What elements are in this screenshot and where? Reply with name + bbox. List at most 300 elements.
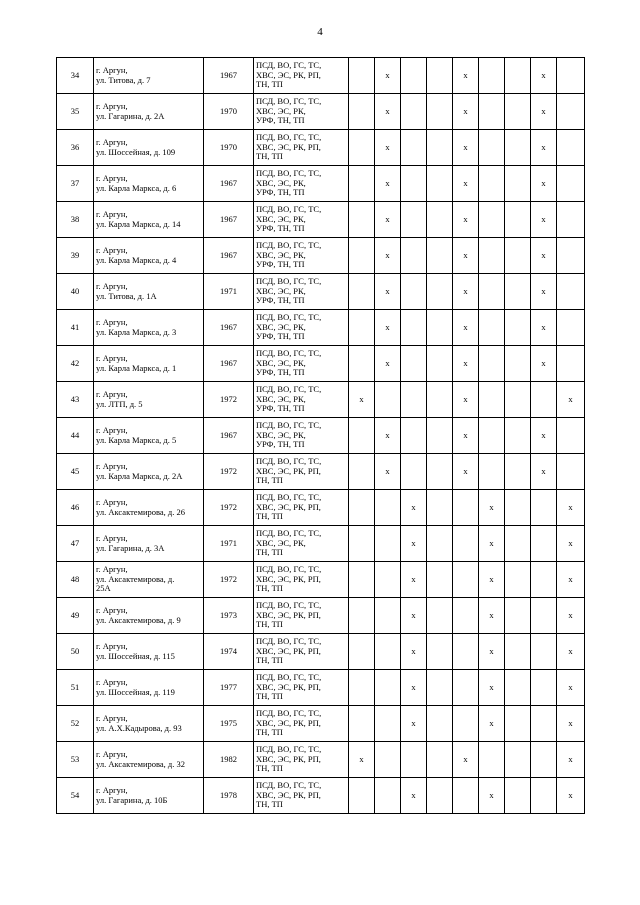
row-number: 51 [57, 670, 94, 706]
mark-cell-6 [479, 94, 505, 130]
works-list [254, 418, 349, 454]
mark-cell-5: х [453, 202, 479, 238]
mark-cell-7 [505, 274, 531, 310]
works-line: ТН, ТП [256, 583, 283, 594]
mark-cell-9: х [557, 634, 585, 670]
mark-cell-8: х [531, 274, 557, 310]
mark-cell-7 [505, 562, 531, 598]
mark-cell-7 [505, 526, 531, 562]
mark-cell-1 [349, 130, 375, 166]
mark-cell-6: х [479, 526, 505, 562]
address-cell [94, 166, 204, 202]
mark-cell-5 [453, 490, 479, 526]
mark-cell-4 [427, 490, 453, 526]
mark-cell-1 [349, 706, 375, 742]
mark-cell-3 [401, 238, 427, 274]
address-line: ул. Карла Маркса, д. 1 [96, 362, 177, 373]
table-row [57, 454, 585, 490]
mark-cell-3 [401, 202, 427, 238]
mark-cell-5: х [453, 274, 479, 310]
mark-cell-6: х [479, 598, 505, 634]
year-built: 1967 [204, 202, 254, 238]
address-line: ул. Карла Маркса, д. 14 [96, 218, 181, 229]
mark-cell-3: х [401, 598, 427, 634]
mark-cell-2 [375, 778, 401, 814]
year-built: 1982 [204, 742, 254, 778]
mark-cell-9 [557, 454, 585, 490]
mark-cell-4 [427, 706, 453, 742]
mark-cell-8: х [531, 130, 557, 166]
table-row [57, 238, 585, 274]
mark-cell-2: х [375, 418, 401, 454]
mark-cell-2: х [375, 202, 401, 238]
year-built: 1972 [204, 382, 254, 418]
address-cell [94, 346, 204, 382]
row-number: 43 [57, 382, 94, 418]
mark-cell-8: х [531, 94, 557, 130]
mark-cell-9: х [557, 742, 585, 778]
works-line: ПСД, ВО, ГС, ТС, [256, 708, 322, 719]
mark-cell-1 [349, 310, 375, 346]
works-line: ХВС, ЭС, РК, РП, [256, 141, 321, 152]
address-cell [94, 130, 204, 166]
mark-cell-4 [427, 202, 453, 238]
year-built: 1972 [204, 562, 254, 598]
address-line: ул. Аксактемирова, д. [96, 573, 175, 584]
mark-cell-4 [427, 274, 453, 310]
mark-cell-8: х [531, 166, 557, 202]
address-cell [94, 562, 204, 598]
address-city: г. Аргун, [96, 564, 128, 575]
table-row [57, 346, 585, 382]
address-line: ул. Карла Маркса, д. 6 [96, 182, 177, 193]
address-line: ул. ЛТП, д. 5 [96, 398, 143, 409]
mark-cell-1: х [349, 742, 375, 778]
mark-cell-4 [427, 526, 453, 562]
mark-cell-8 [531, 526, 557, 562]
mark-cell-4 [427, 346, 453, 382]
works-line: УРФ, ТН, ТП [256, 295, 305, 306]
table-row [57, 562, 585, 598]
mark-cell-2 [375, 526, 401, 562]
table-row [57, 526, 585, 562]
address-city: г. Аргун, [96, 353, 128, 363]
works-line: ПСД, ВО, ГС, ТС, [256, 672, 322, 683]
works-line: ПСД, ВО, ГС, ТС, [256, 456, 322, 467]
works-list [254, 742, 349, 778]
year-built: 1970 [204, 94, 254, 130]
address-city: г. Аргун, [96, 245, 128, 255]
address-cell [94, 202, 204, 238]
address-cell [94, 94, 204, 130]
works-list [254, 562, 349, 598]
works-list [254, 94, 349, 130]
mark-cell-9: х [557, 706, 585, 742]
mark-cell-7 [505, 346, 531, 382]
works-list [254, 382, 349, 418]
mark-cell-7 [505, 202, 531, 238]
mark-cell-1 [349, 634, 375, 670]
mark-cell-6 [479, 418, 505, 454]
works-line: ПСД, ВО, ГС, ТС, [256, 636, 322, 647]
year-built: 1967 [204, 58, 254, 94]
mark-cell-8 [531, 706, 557, 742]
address-line: ул. Аксактемирова, д. 26 [96, 506, 186, 517]
mark-cell-6: х [479, 706, 505, 742]
mark-cell-3 [401, 130, 427, 166]
mark-cell-8 [531, 670, 557, 706]
mark-cell-5: х [453, 382, 479, 418]
mark-cell-3 [401, 58, 427, 94]
works-line: УРФ, ТН, ТП [256, 187, 305, 198]
mark-cell-7 [505, 382, 531, 418]
mark-cell-7 [505, 238, 531, 274]
table-row [57, 130, 585, 166]
address-line: ул. Карла Маркса, д. 4 [96, 254, 177, 265]
mark-cell-2: х [375, 346, 401, 382]
year-built: 1970 [204, 130, 254, 166]
address-cell [94, 706, 204, 742]
works-list [254, 202, 349, 238]
mark-cell-6 [479, 310, 505, 346]
works-line: УРФ, ТН, ТП [256, 223, 305, 234]
address-city: г. Аргун, [96, 641, 128, 651]
row-number: 41 [57, 310, 94, 346]
mark-cell-5: х [453, 346, 479, 382]
mark-cell-9 [557, 418, 585, 454]
year-built: 1974 [204, 634, 254, 670]
address-cell [94, 382, 204, 418]
mark-cell-6: х [479, 562, 505, 598]
works-line: ТН, ТП [256, 727, 283, 738]
works-line: ПСД, ВО, ГС, ТС, [256, 312, 322, 323]
mark-cell-3 [401, 742, 427, 778]
year-built: 1971 [204, 526, 254, 562]
mark-cell-4 [427, 58, 453, 94]
works-line: ПСД, ВО, ГС, ТС, [256, 528, 322, 539]
address-city: г. Аргун, [96, 785, 128, 795]
address-line: ул. Карла Маркса, д. 5 [96, 434, 177, 445]
mark-cell-7 [505, 706, 531, 742]
mark-cell-9 [557, 130, 585, 166]
works-line: ТН, ТП [256, 151, 283, 162]
address-cell [94, 742, 204, 778]
mark-cell-7 [505, 670, 531, 706]
year-built: 1973 [204, 598, 254, 634]
mark-cell-1 [349, 346, 375, 382]
address-city: г. Аргун, [96, 209, 128, 219]
table-row [57, 634, 585, 670]
works-line: ПСД, ВО, ГС, ТС, [256, 60, 322, 71]
mark-cell-2: х [375, 238, 401, 274]
works-line: ПСД, ВО, ГС, ТС, [256, 780, 322, 791]
row-number: 35 [57, 94, 94, 130]
address-line: ул. Гагарина, д. 2А [96, 110, 165, 121]
mark-cell-6 [479, 382, 505, 418]
mark-cell-1 [349, 454, 375, 490]
works-line: ТН, ТП [256, 763, 283, 774]
mark-cell-5: х [453, 58, 479, 94]
table-row [57, 94, 585, 130]
table-row [57, 274, 585, 310]
works-line: ХВС, ЭС, РК, [256, 249, 306, 260]
address-line: ул. Гагарина, д. 3А [96, 542, 165, 553]
works-line: ТН, ТП [256, 799, 283, 810]
mark-cell-3 [401, 94, 427, 130]
table-row [57, 166, 585, 202]
row-number: 38 [57, 202, 94, 238]
mark-cell-2 [375, 562, 401, 598]
year-built: 1967 [204, 346, 254, 382]
mark-cell-7 [505, 94, 531, 130]
mark-cell-4 [427, 130, 453, 166]
row-number: 37 [57, 166, 94, 202]
works-line: ТН, ТП [256, 655, 283, 666]
works-line: УРФ, ТН, ТП [256, 439, 305, 450]
works-list [254, 490, 349, 526]
address-cell [94, 490, 204, 526]
mark-cell-5: х [453, 418, 479, 454]
mark-cell-4 [427, 418, 453, 454]
mark-cell-8: х [531, 346, 557, 382]
address-line: ул. Аксактемирова, д. 32 [96, 758, 186, 769]
year-built: 1967 [204, 418, 254, 454]
mark-cell-5 [453, 526, 479, 562]
works-line: ПСД, ВО, ГС, ТС, [256, 96, 322, 107]
address-line: 25А [96, 583, 111, 594]
mark-cell-7 [505, 130, 531, 166]
mark-cell-3 [401, 274, 427, 310]
works-list [254, 130, 349, 166]
address-city: г. Аргун, [96, 425, 128, 435]
address-cell [94, 238, 204, 274]
works-line: УРФ, ТН, ТП [256, 367, 305, 378]
mark-cell-6: х [479, 778, 505, 814]
works-list [254, 274, 349, 310]
address-line: ул. Шоссейная, д. 119 [96, 686, 175, 697]
year-built: 1977 [204, 670, 254, 706]
address-city: г. Аргун, [96, 389, 128, 399]
mark-cell-1 [349, 670, 375, 706]
address-city: г. Аргун, [96, 65, 128, 75]
mark-cell-1 [349, 598, 375, 634]
works-list [254, 454, 349, 490]
works-line: ТН, ТП [256, 511, 283, 522]
table-row [57, 418, 585, 454]
mark-cell-3: х [401, 526, 427, 562]
mark-cell-5 [453, 634, 479, 670]
mark-cell-2 [375, 706, 401, 742]
page-number: 4 [317, 26, 323, 38]
address-line: ул. Шоссейная, д. 115 [96, 650, 175, 661]
mark-cell-6: х [479, 490, 505, 526]
works-line: ПСД, ВО, ГС, ТС, [256, 276, 322, 287]
mark-cell-9 [557, 58, 585, 94]
mark-cell-8: х [531, 238, 557, 274]
works-line: ТН, ТП [256, 619, 283, 630]
mark-cell-5 [453, 670, 479, 706]
mark-cell-4 [427, 454, 453, 490]
address-line: ул. Гагарина, д. 10Б [96, 794, 168, 805]
row-number: 44 [57, 418, 94, 454]
mark-cell-8 [531, 382, 557, 418]
registry-body [57, 58, 585, 814]
mark-cell-6 [479, 742, 505, 778]
address-cell [94, 778, 204, 814]
mark-cell-2 [375, 598, 401, 634]
mark-cell-9: х [557, 778, 585, 814]
year-built: 1971 [204, 274, 254, 310]
mark-cell-3: х [401, 562, 427, 598]
works-line: УРФ, ТН, ТП [256, 403, 305, 414]
works-list [254, 238, 349, 274]
mark-cell-6 [479, 238, 505, 274]
table-row [57, 778, 585, 814]
mark-cell-6: х [479, 634, 505, 670]
works-list [254, 58, 349, 94]
works-line: ХВС, ЭС, РК, РП, [256, 645, 321, 656]
mark-cell-8: х [531, 58, 557, 94]
works-line: ПСД, ВО, ГС, ТС, [256, 564, 322, 575]
address-city: г. Аргун, [96, 533, 128, 543]
mark-cell-7 [505, 598, 531, 634]
table-row [57, 742, 585, 778]
mark-cell-8 [531, 778, 557, 814]
works-line: ХВС, ЭС, РК, РП, [256, 609, 321, 620]
mark-cell-8: х [531, 418, 557, 454]
mark-cell-9: х [557, 562, 585, 598]
mark-cell-9: х [557, 598, 585, 634]
works-line: ПСД, ВО, ГС, ТС, [256, 384, 322, 395]
works-line: ПСД, ВО, ГС, ТС, [256, 348, 322, 359]
mark-cell-7 [505, 58, 531, 94]
mark-cell-4 [427, 94, 453, 130]
works-line: ПСД, ВО, ГС, ТС, [256, 600, 322, 611]
address-cell [94, 454, 204, 490]
mark-cell-2: х [375, 310, 401, 346]
mark-cell-4 [427, 778, 453, 814]
works-list [254, 706, 349, 742]
mark-cell-2 [375, 634, 401, 670]
mark-cell-2: х [375, 274, 401, 310]
works-list [254, 310, 349, 346]
works-line: ХВС, ЭС, РК, РП, [256, 789, 321, 800]
address-city: г. Аргун, [96, 605, 128, 615]
mark-cell-2 [375, 742, 401, 778]
address-city: г. Аргун, [96, 497, 128, 507]
mark-cell-4 [427, 238, 453, 274]
row-number: 39 [57, 238, 94, 274]
mark-cell-9: х [557, 490, 585, 526]
mark-cell-4 [427, 382, 453, 418]
housing-registry-table [56, 57, 585, 814]
row-number: 46 [57, 490, 94, 526]
mark-cell-8: х [531, 310, 557, 346]
address-city: г. Аргун, [96, 281, 128, 291]
year-built: 1967 [204, 310, 254, 346]
mark-cell-7 [505, 418, 531, 454]
mark-cell-3: х [401, 706, 427, 742]
works-line: ПСД, ВО, ГС, ТС, [256, 744, 322, 755]
table-row [57, 58, 585, 94]
address-city: г. Аргун, [96, 713, 128, 723]
address-line: ул. Карла Маркса, д. 2А [96, 470, 183, 481]
mark-cell-9 [557, 274, 585, 310]
row-number: 42 [57, 346, 94, 382]
address-cell [94, 274, 204, 310]
address-line: ул. Шоссейная, д. 109 [96, 146, 176, 157]
works-line: ХВС, ЭС, РК, РП, [256, 69, 321, 80]
mark-cell-3 [401, 166, 427, 202]
works-line: УРФ, ТН, ТП [256, 259, 305, 270]
row-number: 53 [57, 742, 94, 778]
mark-cell-9 [557, 94, 585, 130]
mark-cell-1 [349, 238, 375, 274]
mark-cell-1 [349, 58, 375, 94]
works-list [254, 634, 349, 670]
year-built: 1972 [204, 454, 254, 490]
mark-cell-1 [349, 562, 375, 598]
mark-cell-9 [557, 202, 585, 238]
mark-cell-5 [453, 598, 479, 634]
mark-cell-3 [401, 310, 427, 346]
row-number: 36 [57, 130, 94, 166]
address-city: г. Аргун, [96, 461, 128, 471]
table-row [57, 670, 585, 706]
mark-cell-1 [349, 166, 375, 202]
mark-cell-2 [375, 490, 401, 526]
row-number: 34 [57, 58, 94, 94]
mark-cell-2: х [375, 58, 401, 94]
address-city: г. Аргун, [96, 677, 128, 687]
works-list [254, 346, 349, 382]
works-line: ХВС, ЭС, РК, РП, [256, 717, 321, 728]
year-built: 1967 [204, 238, 254, 274]
address-line: ул. Аксактемирова, д. 9 [96, 614, 181, 625]
mark-cell-6: х [479, 670, 505, 706]
works-line: ХВС, ЭС, РК, [256, 177, 306, 188]
mark-cell-6 [479, 166, 505, 202]
mark-cell-7 [505, 778, 531, 814]
mark-cell-3 [401, 346, 427, 382]
mark-cell-9 [557, 166, 585, 202]
row-number: 54 [57, 778, 94, 814]
works-line: ХВС, ЭС, РК, РП, [256, 681, 321, 692]
mark-cell-4 [427, 562, 453, 598]
address-cell [94, 598, 204, 634]
mark-cell-8 [531, 634, 557, 670]
works-line: УРФ, ТН, ТП [256, 331, 305, 342]
mark-cell-5 [453, 706, 479, 742]
mark-cell-5: х [453, 238, 479, 274]
mark-cell-1 [349, 274, 375, 310]
table-row [57, 202, 585, 238]
mark-cell-1 [349, 778, 375, 814]
mark-cell-7 [505, 634, 531, 670]
year-built: 1967 [204, 166, 254, 202]
mark-cell-2 [375, 670, 401, 706]
mark-cell-6 [479, 346, 505, 382]
works-line: ХВС, ЭС, РК, РП, [256, 465, 321, 476]
mark-cell-1 [349, 202, 375, 238]
mark-cell-3 [401, 382, 427, 418]
mark-cell-7 [505, 166, 531, 202]
address-city: г. Аргун, [96, 101, 128, 111]
works-line: ХВС, ЭС, РК, [256, 393, 306, 404]
address-cell [94, 670, 204, 706]
works-line: ХВС, ЭС, РК, [256, 213, 306, 224]
address-cell [94, 58, 204, 94]
